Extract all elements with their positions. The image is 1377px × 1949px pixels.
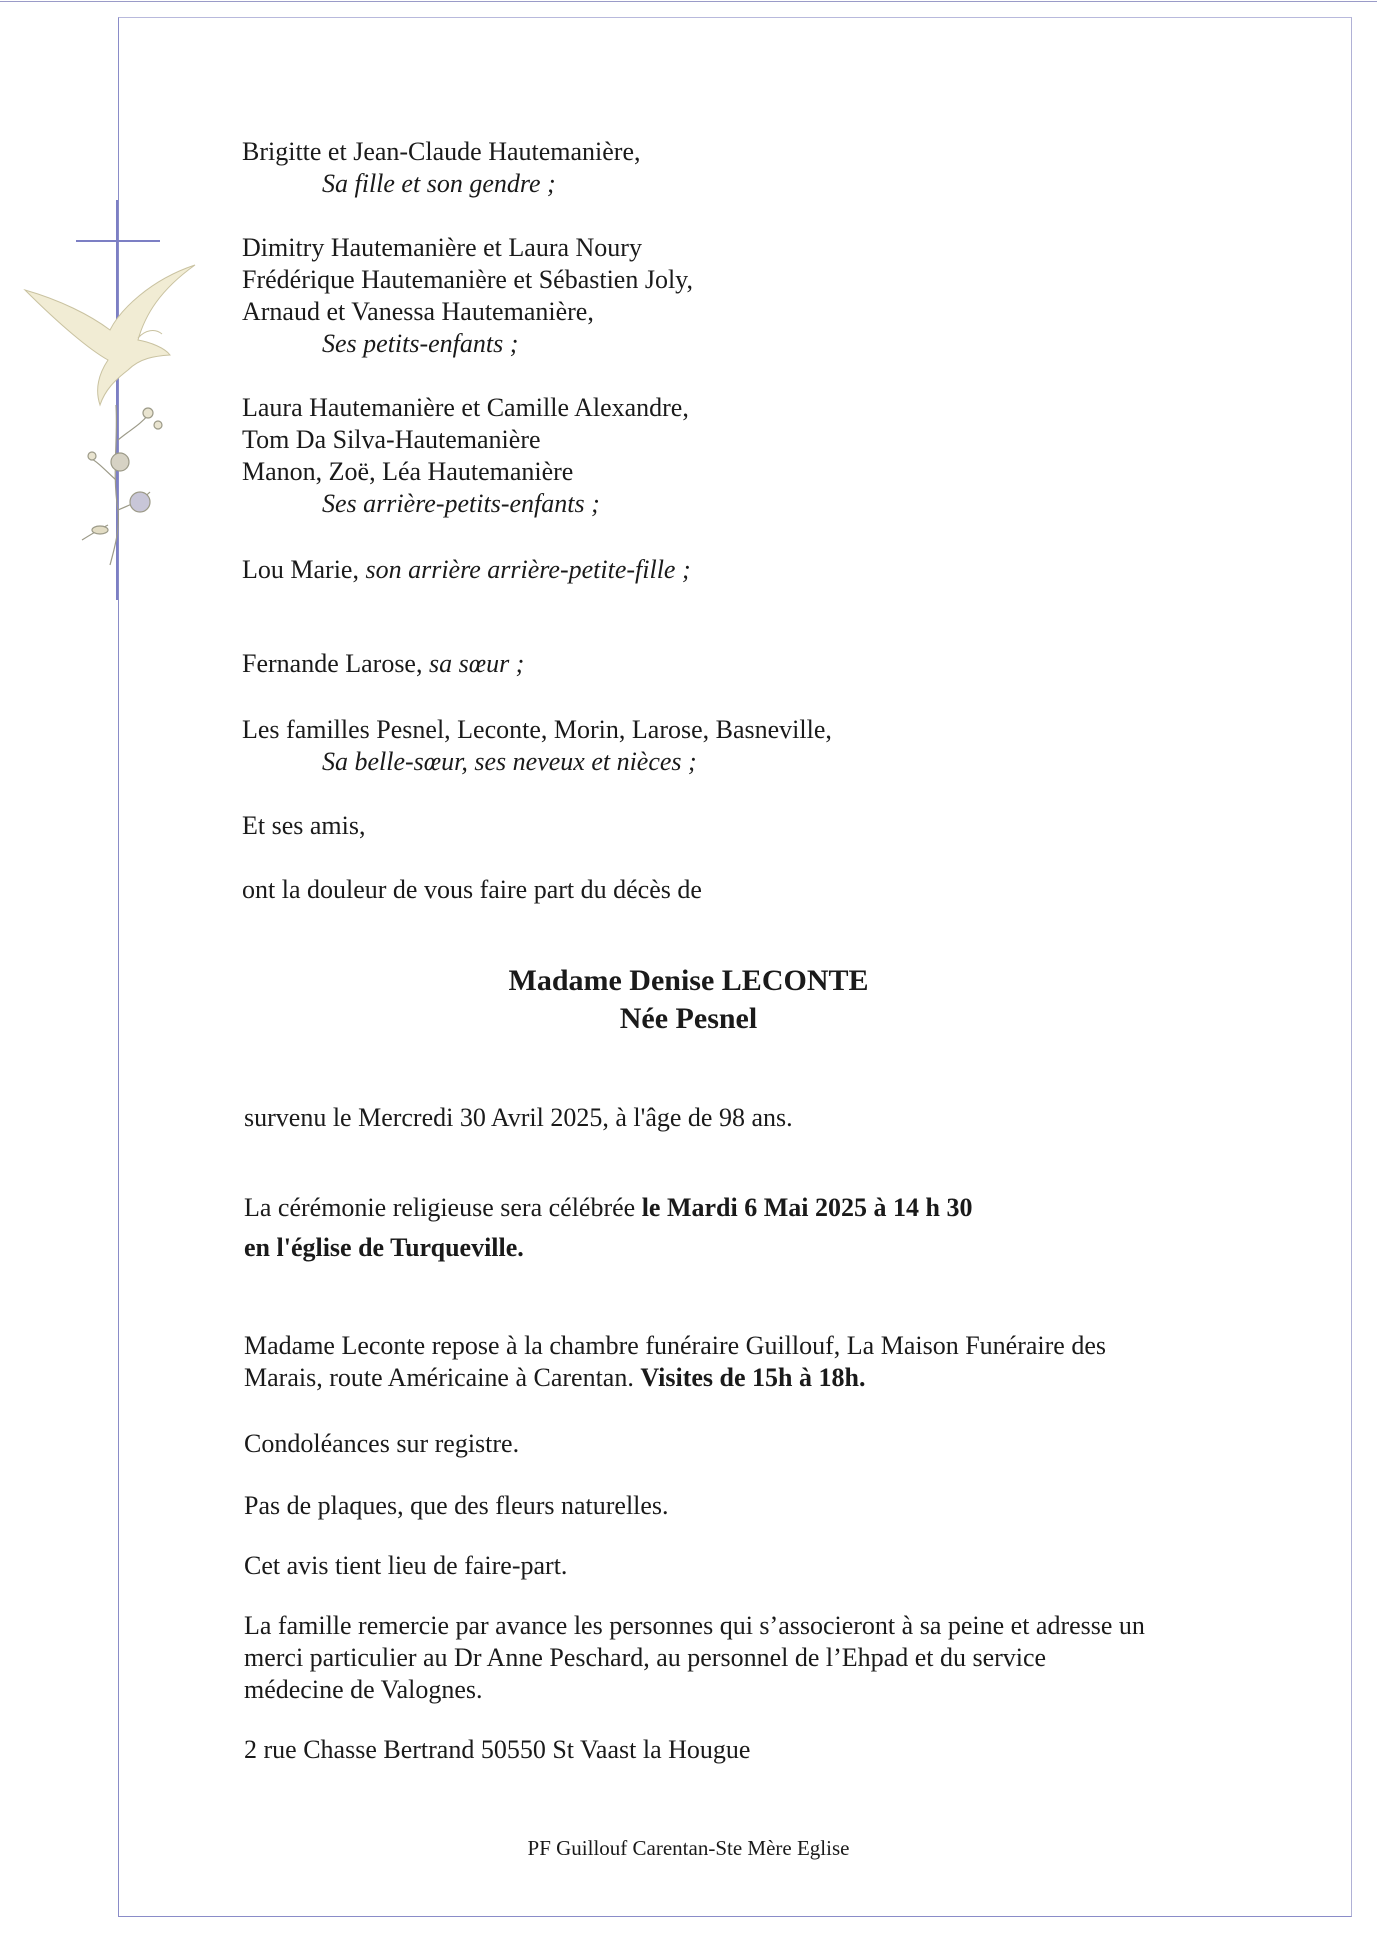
dove-flower-decoration (20, 230, 205, 570)
families-line: Les familles Pesnel, Leconte, Morin, Larose, Basneville, (242, 715, 832, 744)
ceremony-line (244, 1192, 972, 1224)
ggg-name: Lou Marie, (242, 555, 359, 584)
rest-line-1: Madame Leconte repose à la chambre funéraire Guillouf, La Maison Funéraire des (244, 1331, 1106, 1360)
flowers-line: Pas de plaques, que des fleurs naturelles. (244, 1491, 669, 1520)
sister-role: sa sœur ; (428, 649, 525, 678)
thanks-line: médecine de Valognes. (244, 1675, 483, 1704)
sister-name: Fernande Larose, (242, 649, 423, 678)
death-line: survenu le Mercredi 30 Avril 2025, à l'âge de 98 ans. (244, 1103, 793, 1132)
family-role-daughter: Sa fille et son gendre ; (322, 169, 556, 198)
family-line-daughter: Brigitte et Jean-Claude Hautemanière, (242, 137, 641, 166)
grandchildren-role: Ses petits-enfants ; (322, 329, 519, 358)
thanks-line: merci particulier au Dr Anne Peschard, au personnel de l’Ehpad et du service (244, 1643, 1047, 1672)
great-great-grandchild-line (242, 554, 691, 586)
top-rule (0, 1, 1377, 2)
flower-branch-icon (82, 405, 162, 565)
visit-hours: Visites de 15h à 18h. (640, 1363, 866, 1392)
great-grandchild-line: Tom Da Silva-Hautemanière (242, 425, 541, 454)
deceased-name: Madame Denise LECONTE (508, 964, 869, 997)
great-grandchild-line: Laura Hautemanière et Camille Alexandre, (242, 393, 689, 422)
grandchild-line: Dimitry Hautemanière et Laura Noury (242, 233, 642, 262)
sister-line (242, 648, 524, 680)
funeral-home-footer: PF Guillouf Carentan-Ste Mère Eglise (527, 1836, 850, 1860)
grandchild-line: Frédérique Hautemanière et Sébastien Joly, (242, 265, 693, 294)
great-grandchild-line: Manon, Zoë, Léa Hautemanière (242, 457, 574, 486)
ceremony-date: le Mardi 6 Mai 2025 à 14 h 30 (641, 1193, 973, 1222)
thanks-line: La famille remercie par avance les personnes qui s’associeront à sa peine et adresse un (244, 1611, 1145, 1640)
friends-line: Et ses amis, (242, 811, 366, 840)
ceremony-place: en l'église de Turqueville. (244, 1233, 524, 1262)
rest-line-2 (244, 1362, 865, 1394)
rest-location: Marais, route Américaine à Carentan. (244, 1363, 634, 1392)
grandchild-line: Arnaud et Vanessa Hautemanière, (242, 297, 594, 326)
ceremony-prefix: La cérémonie religieuse sera célébrée (244, 1193, 636, 1222)
notice-line: Cet avis tient lieu de faire-part. (244, 1551, 568, 1580)
great-grandchildren-role: Ses arrière-petits-enfants ; (322, 489, 600, 518)
dove-icon (25, 265, 195, 405)
ggg-role: son arrière arrière-petite-fille ; (365, 555, 691, 584)
deceased-maiden-name: Née Pesnel (619, 1002, 758, 1035)
families-role: Sa belle-sœur, ses neveux et nièces ; (322, 747, 697, 776)
condolences-line: Condoléances sur registre. (244, 1429, 520, 1458)
announcement-line: ont la douleur de vous faire part du décès de (242, 875, 702, 904)
address-line: 2 rue Chasse Bertrand 50550 St Vaast la Hougue (244, 1735, 751, 1764)
